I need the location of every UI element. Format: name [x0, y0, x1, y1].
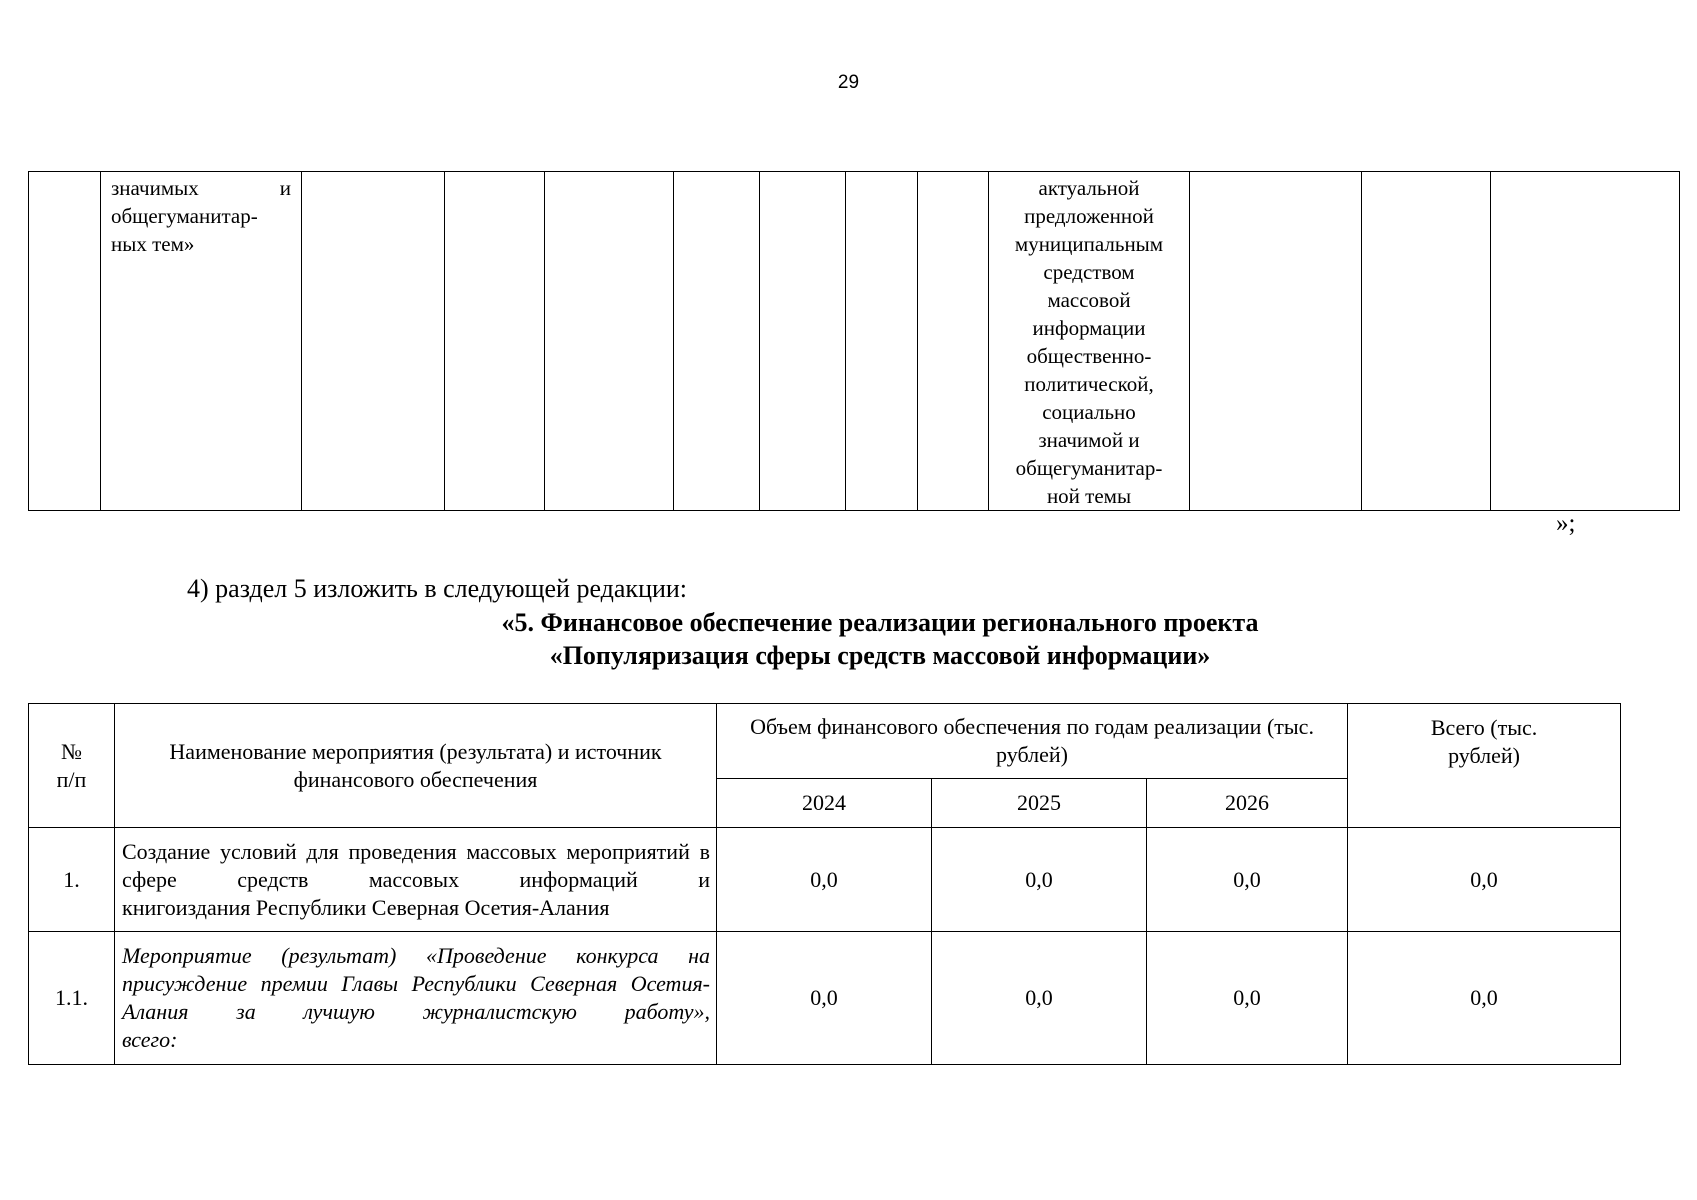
row-name-last: книгоиздания Республики Северная Осетия-Алания: [122, 894, 610, 920]
cont-result-line: социально: [1042, 400, 1136, 424]
cont-result-line: предложенной: [1024, 204, 1154, 228]
header-year-2026: 2026: [1147, 779, 1348, 828]
cont-cell-5: [545, 172, 674, 511]
row-name-text: Мероприятие (результат) «Проведение конкурса на присуждение премии Главы Республики Северная Осетия-Алания за лучшую журналистскую работу»,: [122, 943, 710, 1024]
row-value-2026: 0,0: [1147, 828, 1348, 932]
table-row: [29, 828, 1621, 932]
row-name-text: Создание условий для проведения массовых мероприятий в сфере средств массовых информаций и: [122, 838, 710, 892]
section-title: [380, 606, 1380, 672]
cont-result-line: муниципальным: [1014, 232, 1164, 256]
row-name: [115, 932, 717, 1065]
header-number: [29, 704, 115, 828]
cont-cell-9: [918, 172, 989, 511]
cont-result-line: массовой: [1047, 288, 1131, 312]
header-name: [115, 704, 717, 828]
finance-table: [28, 703, 1621, 1065]
header-name-text: Наименование мероприятия (результата) и источник финансового обеспечения: [169, 738, 662, 792]
row-value-2024: 0,0: [717, 932, 932, 1065]
row-name: [115, 828, 717, 932]
cont-result-line: общегуманитар-: [1015, 456, 1163, 480]
cont-name-line: ных тем»: [111, 232, 195, 256]
header-total: [1348, 704, 1621, 828]
cont-cell-8: [846, 172, 918, 511]
cont-cell-1: [29, 172, 101, 511]
continuation-table: [28, 171, 1680, 511]
cont-cell-result: [989, 172, 1190, 511]
cont-result-line: значимой и: [1038, 428, 1140, 452]
cont-result-line: общественно-: [1026, 344, 1152, 368]
row-number: 1.1.: [29, 932, 115, 1065]
section-title-line: «Популяризация сферы средств массовой информации»: [549, 641, 1211, 670]
header-total-text: Всего (тыс. рублей): [1430, 715, 1538, 768]
header-year-2025: 2025: [932, 779, 1147, 828]
instruction-text: 4) раздел 5 изложить в следующей редакции:: [187, 574, 688, 603]
cont-cell-7: [760, 172, 846, 511]
cont-result-line: ной темы: [1046, 484, 1132, 508]
header-year-2024: 2024: [717, 779, 932, 828]
section-title-line: «5. Финансовое обеспечение реализации регионального проекта: [501, 608, 1259, 637]
cont-cell-6: [674, 172, 760, 511]
cont-result-line: средством: [1043, 260, 1135, 284]
cont-cell-3: [302, 172, 445, 511]
cont-cell-13: [1491, 172, 1680, 511]
cont-result-line: актуальной: [1038, 176, 1140, 200]
row-number: 1.: [29, 828, 115, 932]
row-value-2024: 0,0: [717, 828, 932, 932]
cont-cell-12: [1362, 172, 1491, 511]
cont-name-line: значимых и: [111, 176, 291, 200]
row-value-2025: 0,0: [932, 828, 1147, 932]
row-value-2026: 0,0: [1147, 932, 1348, 1065]
cont-result-line: политической,: [1024, 372, 1154, 396]
page-number: 29: [837, 72, 860, 93]
cont-cell-4: [445, 172, 545, 511]
cont-name-line: общегуманитар-: [111, 204, 258, 228]
header-volume-text: Объем финансового обеспечения по годам реализации (тыс. рублей): [750, 714, 1314, 767]
header-number-text: № п/п: [56, 738, 87, 792]
row-total: 0,0: [1348, 828, 1621, 932]
row-name-last: всего:: [122, 1027, 178, 1052]
cont-result-line: информации: [1032, 316, 1146, 340]
closing-quote: »;: [1556, 510, 1576, 537]
table-row: [29, 932, 1621, 1065]
header-volume: [717, 704, 1348, 779]
cont-cell-name: [101, 172, 302, 511]
row-total: 0,0: [1348, 932, 1621, 1065]
row-value-2025: 0,0: [932, 932, 1147, 1065]
cont-cell-11: [1190, 172, 1362, 511]
